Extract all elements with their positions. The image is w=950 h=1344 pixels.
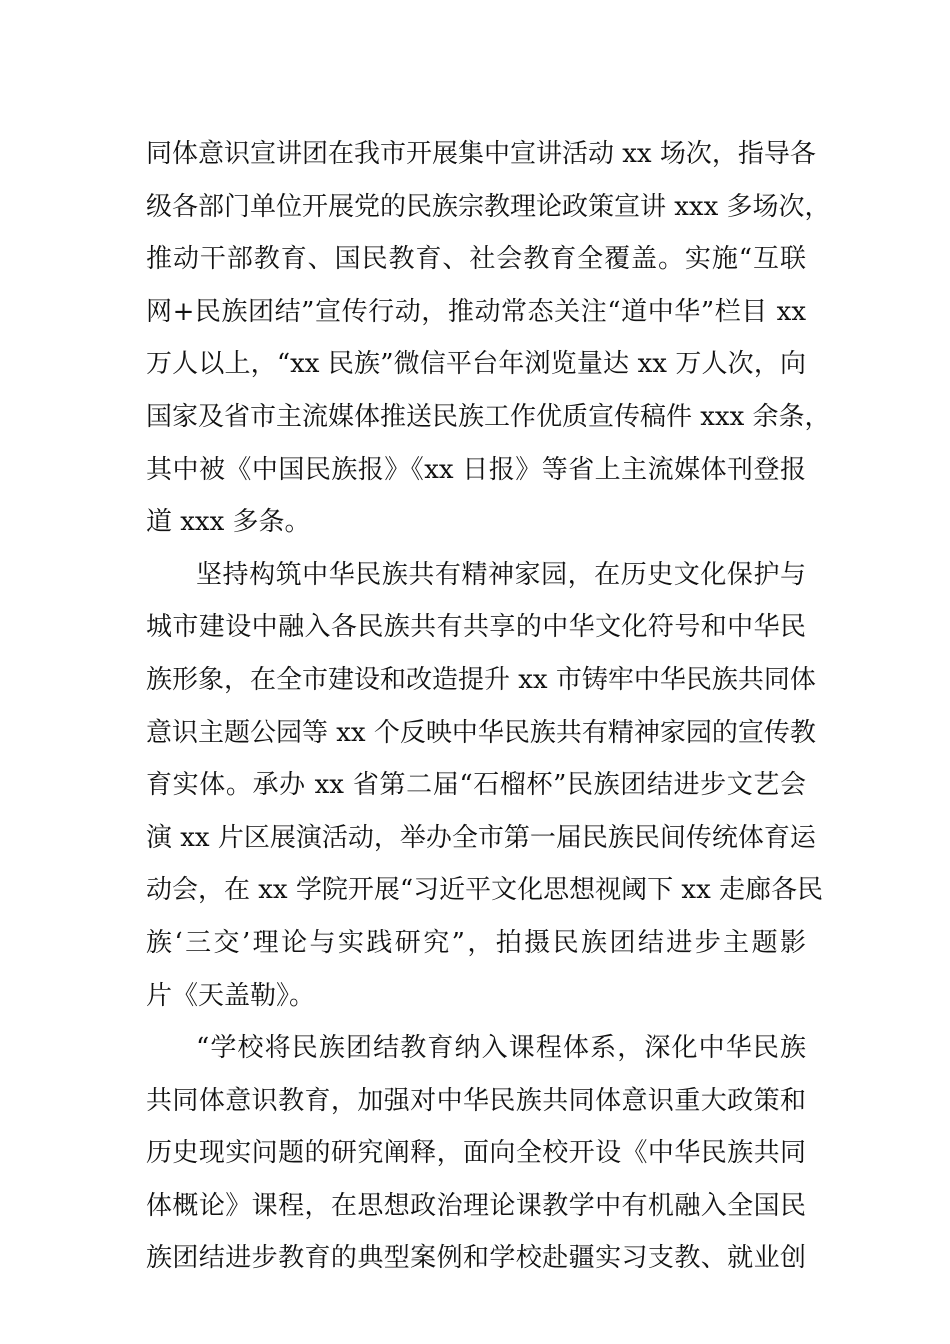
text-line: 族‘三交’理论与实践研究”，拍摄民族团结进步主题影	[146, 927, 806, 958]
text-line: 其中被《中国民族报》《xx 日报》等省上主流媒体刊登报	[146, 454, 806, 485]
text-line: 族形象，在全市建设和改造提升 xx 市铸牢中华民族共同体	[146, 664, 816, 695]
paragraph-2	[146, 549, 824, 1022]
text-line: 族团结进步教育的典型案例和学校赴疆实习支教、就业创	[146, 1243, 806, 1274]
text-line: 道 xxx 多条。	[146, 507, 311, 538]
text-line: 坚持构筑中华民族共有精神家园，在历史文化保护与	[196, 559, 806, 590]
text-line: 城市建设中融入各民族共有共享的中华文化符号和中华民	[146, 612, 806, 643]
text-line: 育实体。承办 xx 省第二届“石榴杯”民族团结进步文艺会	[146, 770, 806, 801]
text-line: 同体意识宣讲团在我市开展集中宣讲活动 xx 场次，指导各	[146, 139, 816, 169]
text-line: 体概论》课程，在思想政治理论课教学中有机融入全国民	[146, 1190, 806, 1221]
text-line: 网+民族团结”宣传行动，推动常态关注“道中华”栏目 xx	[146, 296, 806, 327]
text-line: 片《天盖勒》。	[146, 980, 316, 1011]
text-line: 意识主题公园等 xx 个反映中华民族共有精神家园的宣传教	[146, 717, 816, 748]
body-text	[146, 128, 831, 1285]
text-line: 历史现实问题的研究阐释，面向全校开设《中华民族共同	[146, 1138, 806, 1169]
text-line: 国家及省市主流媒体推送民族工作优质宣传稿件 xxx 余条，	[146, 401, 831, 432]
paragraph-3	[146, 1022, 806, 1285]
paragraph-1	[146, 128, 831, 549]
text-line: 动会，在 xx 学院开展“习近平文化思想视阈下 xx 走廊各民	[146, 875, 824, 906]
text-line: 万人以上，“xx 民族”微信平台年浏览量达 xx 万人次，向	[146, 349, 806, 380]
text-line: 共同体意识教育，加强对中华民族共同体意识重大政策和	[146, 1085, 806, 1116]
text-line: 级各部门单位开展党的民族宗教理论政策宣讲 xxx 多场次，	[146, 191, 831, 222]
text-line: 推动干部教育、国民教育、社会教育全覆盖。实施“互联	[146, 244, 806, 275]
text-line: “学校将民族团结教育纳入课程体系，深化中华民族	[196, 1033, 806, 1064]
text-line: 演 xx 片区展演活动，举办全市第一届民族民间传统体育运	[146, 822, 816, 853]
